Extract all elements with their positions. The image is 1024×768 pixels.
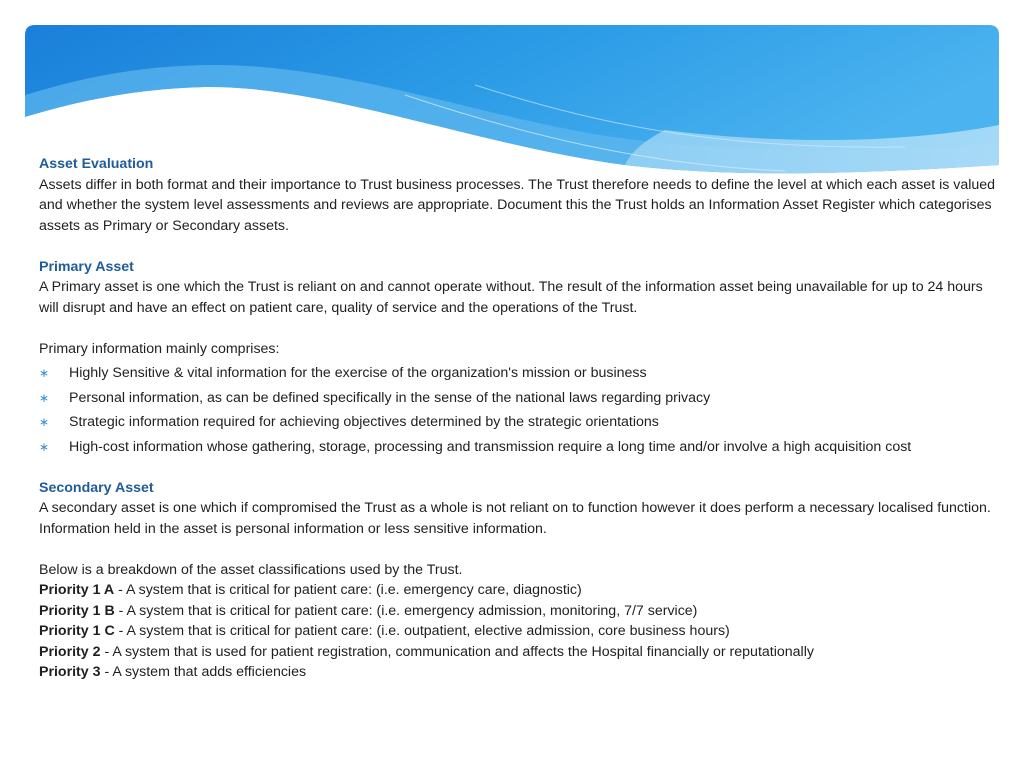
list-item: ∗ High-cost information whose gathering, storage, processing and transmission require a long time and/or involve a high acquisition cost <box>39 437 999 458</box>
priority-row-1c: Priority 1 C - A system that is critical for patient care: (i.e. outpatient, elective admission, core business hours) <box>39 623 730 639</box>
asterisk-bullet-icon: ∗ <box>39 415 50 429</box>
asset-evaluation-heading: Asset Evaluation <box>39 156 154 172</box>
primary-list-intro: Primary information mainly comprises: <box>39 340 280 357</box>
document-body <box>39 154 999 683</box>
asterisk-bullet-icon: ∗ <box>39 366 50 380</box>
list-item: ∗ Highly Sensitive & vital information for the exercise of the organization's mission or business <box>39 363 999 384</box>
primary-info-list <box>39 363 999 457</box>
secondary-asset-heading: Secondary Asset <box>39 479 154 496</box>
list-item: ∗ Strategic information required for achieving objectives determined by the strategic orientations <box>39 412 999 433</box>
primary-asset-text: A Primary asset is one which the Trust is reliant on and cannot operate without. The result of the information asset being unavailable for up to 24 hours will disrupt and have an effect on patient care, quality of service and the operations of the Trust. <box>39 279 983 316</box>
priority-row-2: Priority 2 - A system that is used for patient registration, communication and affects the Hospital financially or reputationally <box>39 643 814 660</box>
asterisk-bullet-icon: ∗ <box>39 390 50 405</box>
priority-row-1a: Priority 1 A - A system that is critical for patient care: (i.e. emergency care, diagnostic) <box>39 582 582 598</box>
classifications-intro: Below is a breakdown of the asset classifications used by the Trust. <box>39 561 463 578</box>
priority-row-3: Priority 3 - A system that adds efficiencies <box>39 664 307 680</box>
priority-row-1b: Priority 1 B - A system that is critical for patient care: (i.e. emergency admission, monitoring, 7/7 service) <box>39 602 698 619</box>
asset-evaluation-text: Assets differ in both format and their importance to Trust business processes. The Trust therefore needs to define the level at which each asset is valued and whether the system level assessments and reviews are appropriate. Document this the Trust holds an Information Asset Register which categorises assets as Primary or Secondary assets. <box>39 176 996 234</box>
asterisk-bullet-icon: ∗ <box>39 439 50 454</box>
primary-asset-heading: Primary Asset <box>39 258 134 275</box>
list-item: ∗ Personal information, as can be defined specifically in the sense of the national laws regarding privacy <box>39 388 999 409</box>
secondary-asset-text: A secondary asset is one which if compromised the Trust as a whole is not reliant on to function however it does perform a necessary localised function. Information held in the asset is personal information or less sensitive information. <box>39 500 991 537</box>
